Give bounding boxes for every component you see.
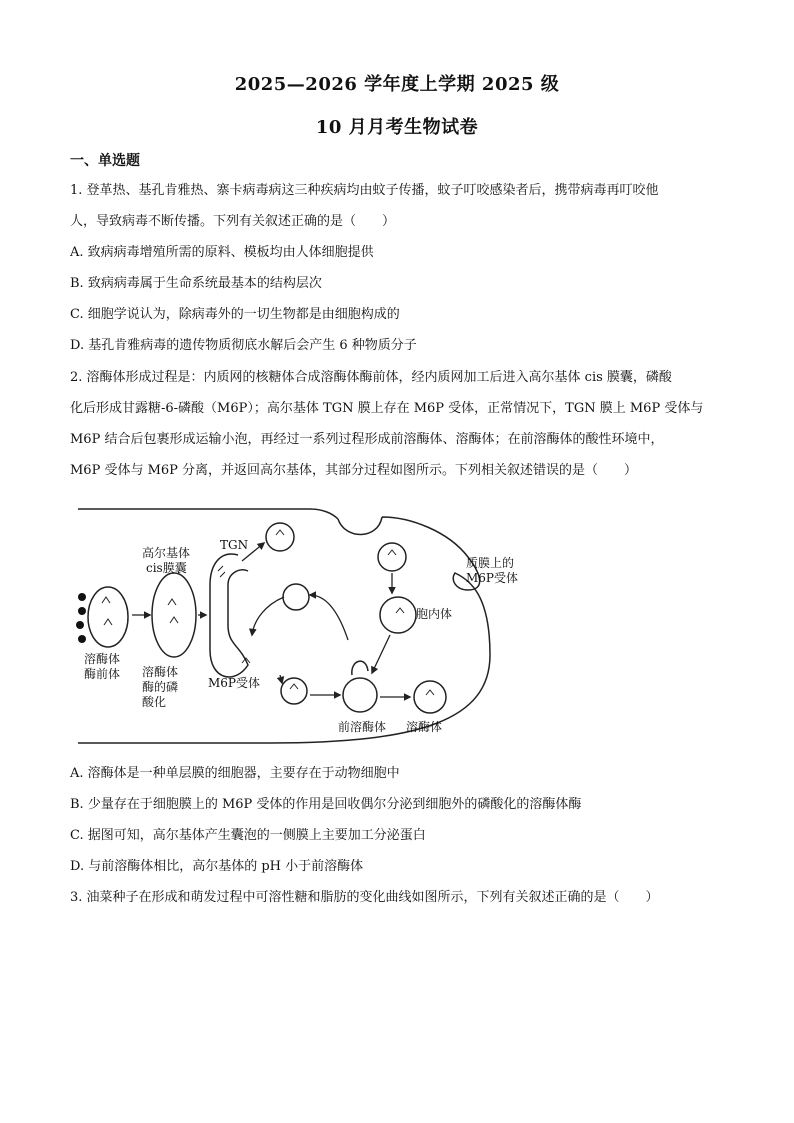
label-phosphorylation-3: 酸化 bbox=[142, 695, 167, 709]
q2-stem-line2: 化后形成甘露糖-6-磷酸（M6P）；高尔基体 TGN 膜上存在 M6P 受体，正常情况下，TGN 膜上 M6P 受体与 bbox=[70, 401, 704, 416]
q2-stem-line1: 2. 溶酶体形成过程是：内质网的核糖体合成溶酶体酶前体，经内质网加工后进入高尔基体 cis 膜囊，磷酸 bbox=[70, 370, 672, 385]
section-heading: 一、单选题 bbox=[70, 153, 140, 169]
tgn-compartment bbox=[210, 554, 248, 677]
q2-option-b: B. 少量存在于细胞膜上的 M6P 受体的作用是回收偶尔分泌到细胞外的磷酸化的溶酶体酶 bbox=[70, 797, 582, 812]
label-phosphorylation-2: 酶的磷 bbox=[142, 680, 179, 694]
tgn-vesicle bbox=[266, 523, 294, 551]
lysosome-formation-figure bbox=[70, 495, 530, 750]
transport-vesicle bbox=[281, 678, 307, 704]
label-lysosome: 溶酶体 bbox=[406, 720, 443, 734]
q1-option-c: C. 细胞学说认为，除病毒外的一切生物都是由细胞构成的 bbox=[70, 307, 400, 322]
label-golgi-cis-1: 高尔基体 bbox=[142, 546, 191, 560]
q2-stem-line4: M6P 受体与 M6P 分离，并返回高尔基体，其部分过程如图所示。下列相关叙述错误的是（ ） bbox=[70, 463, 638, 478]
endocytic-vesicle bbox=[378, 543, 406, 571]
label-m6p-receptor: M6P受体 bbox=[208, 676, 260, 690]
q1-option-b: B. 致病病毒属于生命系统最基本的结构层次 bbox=[70, 276, 322, 291]
label-precursor-1: 溶酶体 bbox=[84, 652, 121, 666]
recycling-vesicle bbox=[283, 584, 309, 610]
label-membrane-receptor-2: M6P受体 bbox=[466, 571, 518, 585]
cis-cisterna bbox=[152, 573, 196, 657]
q1-stem-line2: 人，导致病毒不断传播。下列有关叙述正确的是（ ） bbox=[70, 214, 396, 229]
q2-stem-line3: M6P 结合后包裹形成运输小泡，再经过一系列过程形成前溶酶体、溶酶体；在前溶酶体的酸性环境中， bbox=[70, 432, 664, 447]
label-golgi-cis-2: cis膜囊 bbox=[146, 561, 187, 575]
label-membrane-receptor-1: 质膜上的 bbox=[466, 556, 515, 570]
label-endosome: 胞内体 bbox=[416, 607, 453, 621]
precursor-vesicle bbox=[88, 587, 128, 647]
exam-title-line2: 10 月月考生物试卷 bbox=[315, 117, 479, 138]
q1-option-a: A. 致病病毒增殖所需的原料、模板均由人体细胞提供 bbox=[70, 245, 374, 260]
label-tgn: TGN bbox=[220, 538, 249, 552]
q1-stem-line1: 1. 登革热、基孔肯雅热、寨卡病毒病这三种疾病均由蚊子传播，蚊子叮咬感染者后，携带病毒再叮咬他 bbox=[70, 183, 659, 198]
prelysosome bbox=[343, 678, 377, 712]
exam-title-line1: 2025—2026 学年度上学期 2025 级 bbox=[234, 74, 560, 95]
enzyme-precursor-dots bbox=[76, 593, 86, 643]
q1-option-d: D. 基孔肯雅病毒的遗传物质彻底水解后会产生 6 种物质分子 bbox=[70, 338, 417, 353]
cell-membrane bbox=[78, 509, 490, 743]
q3-stem-line1: 3. 油菜种子在形成和萌发过程中可溶性糖和脂肪的变化曲线如图所示，下列有关叙述正确的是（ ） bbox=[70, 890, 659, 905]
label-prelysosome: 前溶酶体 bbox=[338, 720, 387, 734]
q2-option-a: A. 溶酶体是一种单层膜的细胞器，主要存在于动物细胞中 bbox=[70, 766, 400, 781]
label-precursor-2: 酶前体 bbox=[84, 667, 121, 681]
label-phosphorylation-1: 溶酶体 bbox=[142, 665, 179, 679]
q2-option-c: C. 据图可知，高尔基体产生囊泡的一侧膜上主要加工分泌蛋白 bbox=[70, 828, 426, 843]
q2-option-d: D. 与前溶酶体相比，高尔基体的 pH 小于前溶酶体 bbox=[70, 859, 364, 874]
endosome bbox=[380, 597, 416, 633]
lysosome bbox=[414, 681, 446, 713]
prelysosome-bud bbox=[352, 661, 368, 675]
